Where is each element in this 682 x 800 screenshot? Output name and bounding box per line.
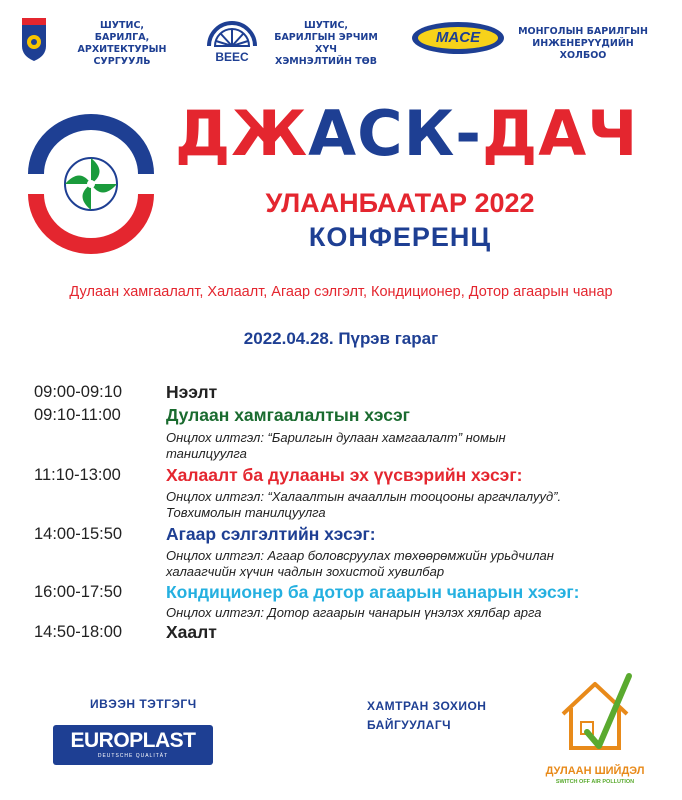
co-organizer-label bbox=[367, 697, 486, 735]
europlast-logo bbox=[53, 725, 213, 765]
house-logo-title: ДУЛААН ШИЙДЭЛ bbox=[545, 765, 645, 777]
event-city-year: УЛААНБААТАР 2022 bbox=[265, 188, 535, 218]
house-logo-icon bbox=[555, 670, 635, 762]
event-kind: КОНФЕРЕНЦ bbox=[308, 222, 492, 252]
event-title bbox=[175, 98, 638, 170]
mace-logo-text: MACE bbox=[435, 29, 481, 46]
schedule-time: 09:10-11:00 bbox=[34, 406, 121, 424]
schedule-title: Хаалт bbox=[166, 622, 217, 642]
schedule-time: 09:00-09:10 bbox=[34, 383, 123, 401]
org1-line: БАРИЛГА, АРХИТЕКТУРЫН bbox=[77, 32, 167, 55]
title-part: Ж bbox=[231, 97, 309, 170]
event-date: 2022.04.28. Пүрэв гараг bbox=[243, 329, 439, 348]
co-organizer-line: ХАМТРАН ЗОХИОН bbox=[367, 699, 487, 713]
schedule-time: 14:00-15:50 bbox=[34, 525, 123, 543]
europlast-logo-sub: DEUTSCHE QUALITÄT bbox=[97, 753, 169, 759]
schedule-note: халаагчийн хүчин чадлын зохистой хувилбар bbox=[166, 564, 445, 579]
schedule-time: 11:10-13:00 bbox=[34, 466, 121, 484]
mace-logo bbox=[412, 22, 504, 54]
europlast-logo-text: EUROPLAST bbox=[70, 729, 196, 752]
org2-line: ХЭМНЭЛТИЙН ТӨВ bbox=[275, 56, 377, 67]
title-part: ДАЧ bbox=[482, 97, 639, 170]
schedule-title: Дулаан хамгаалалтын хэсэг bbox=[166, 405, 410, 425]
schedule-note: Онцлох илтгэл: “Халаалтын ачааллын тооцооны аргачлалууд”. bbox=[166, 489, 562, 504]
title-part: Д bbox=[175, 97, 232, 170]
schedule-note: танилцуулга bbox=[166, 446, 247, 461]
org1-line: СУРГУУЛЬ bbox=[93, 56, 151, 67]
title-part: АСК- bbox=[308, 97, 483, 170]
beec-logo-icon bbox=[203, 14, 261, 64]
schedule-time: 14:50-18:00 bbox=[34, 623, 123, 641]
sponsor-label: ИВЭЭН ТЭТГЭГЧ bbox=[90, 697, 197, 711]
conference-emblem-icon bbox=[22, 112, 160, 262]
beec-logo-text: BEEC bbox=[215, 50, 249, 64]
schedule-title: Кондиционер ба дотор агаарын чанарын хэсэг: bbox=[166, 582, 580, 602]
schedule-note: Онцлох илтгэл: Дотор агаарын чанарын үнэлэх хялбар арга bbox=[166, 605, 542, 620]
org2-line: ШУТИС, bbox=[303, 20, 349, 31]
schedule-title: Халаалт ба дулааны эх үүсвэрийн хэсэг: bbox=[166, 465, 523, 485]
schedule-title: Нээлт bbox=[166, 382, 218, 402]
schedule-note: Товхимолын танилцуулга bbox=[166, 505, 326, 520]
schedule-title: Агаар сэлгэлтийн хэсэг: bbox=[166, 524, 376, 544]
university-emblem-icon bbox=[20, 16, 48, 62]
org1-line: ШУТИС, bbox=[99, 20, 145, 31]
house-logo-sub: SWITCH OFF AIR POLLUTION bbox=[555, 779, 635, 785]
event-topics: Дулаан хамгаалалт, Халаалт, Агаар сэлгэлт, Кондиционер, Дотор агаарын чанар bbox=[69, 284, 613, 300]
org3-line: ИНЖЕНЕРҮҮДИЙН ХОЛБОО bbox=[532, 38, 634, 61]
schedule-time: 16:00-17:50 bbox=[34, 583, 123, 601]
org3-line: МОНГОЛЫН БАРИЛГЫН bbox=[518, 26, 648, 37]
schedule-note: Онцлох илтгэл: “Барилгын дулаан хамгаалалт” номын bbox=[166, 430, 506, 445]
schedule-note: Онцлох илтгэл: Агаар боловсруулах төхөөрөмжийн урьдчилан bbox=[166, 548, 554, 563]
co-organizer-line: БАЙГУУЛАГЧ bbox=[367, 718, 452, 732]
org2-line: БАРИЛГЫН ЭРЧИМ ХҮЧ bbox=[274, 32, 378, 55]
